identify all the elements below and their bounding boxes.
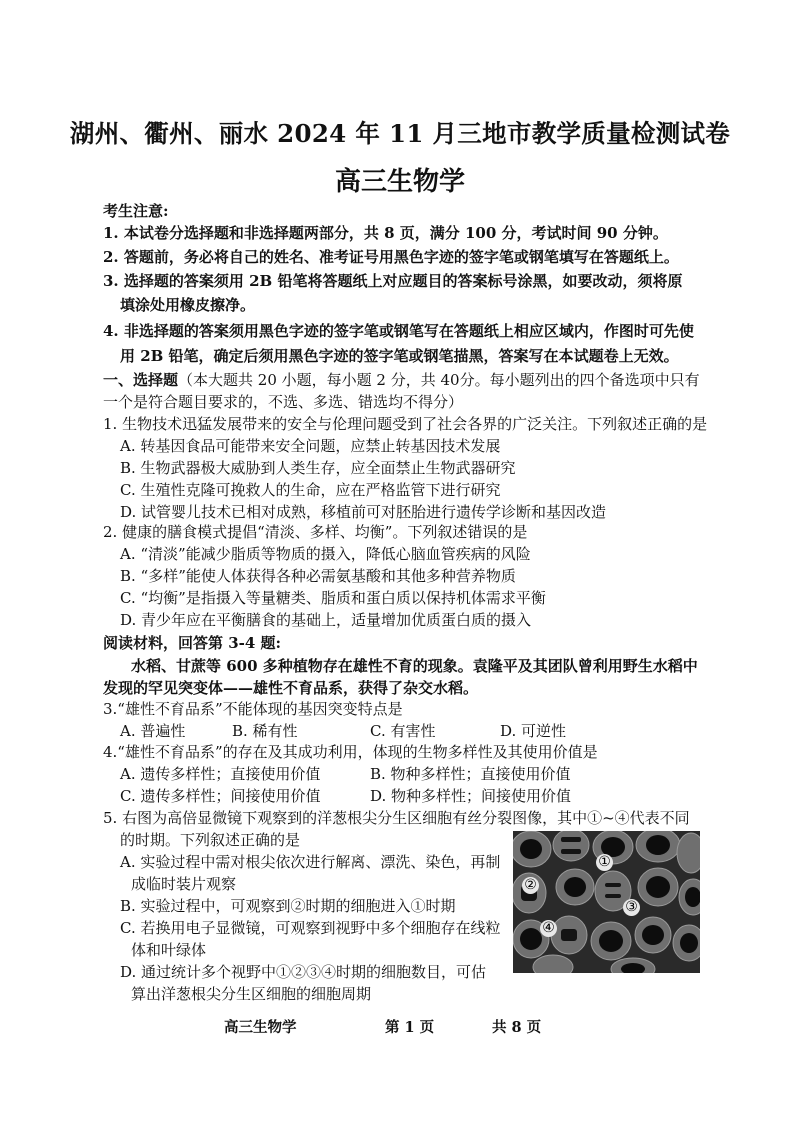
section-desc-2: 一个是符合题目要求的，不选、多选、错选均不得分） xyxy=(103,393,464,411)
q3-option-d: D. 可逆性 xyxy=(500,722,567,740)
q1-option-a: A. 转基因食品可能带来安全问题，应禁止转基因技术发展 xyxy=(120,437,501,455)
subject-title: 高三生物学 xyxy=(334,167,465,197)
q4-stem: 4.“雄性不育品系”的存在及其成功利用，体现的生物多样性及其使用价值是 xyxy=(103,743,598,761)
q3-option-c: C. 有害性 xyxy=(370,722,436,740)
q3-stem: 3.“雄性不育品系”不能体现的基因突变特点是 xyxy=(103,700,403,718)
q5-option-d: D. 通过统计多个视野中①②③④时期的细胞数目，可估 xyxy=(120,963,487,981)
reading-paragraph-1: 水稻、甘蔗等 600 多种植物存在雄性不育的现象。袁隆平及其团队曾利用野生水稻中 xyxy=(131,657,698,675)
mitosis-cells-image xyxy=(513,831,700,973)
figure-label-3: ③ xyxy=(623,899,640,916)
notice-item-4-cont: 用 2B 铅笔，确定后须用黑色字迹的签字笔或钢笔描黑，答案写在本试题卷上无效。 xyxy=(120,347,679,365)
q1-option-d: D. 试管婴儿技术已相对成熟，移植前可对胚胎进行遗传学诊断和基因改造 xyxy=(120,503,607,521)
footer-subject: 高三生物学 xyxy=(224,1019,297,1036)
notice-item-2: 2. 答题前，务必将自己的姓名、准考证号用黑色字迹的签字笔或钢笔填写在答题纸上。 xyxy=(103,248,679,266)
q5-option-d-cont: 算出洋葱根尖分生区细胞的细胞周期 xyxy=(131,985,372,1003)
q5-option-b: B. 实验过程中，可观察到②时期的细胞进入①时期 xyxy=(120,897,456,915)
exam-title: 湖州、衢州、丽水 2024 年 11 月三地市教学质量检测试卷 xyxy=(69,119,731,148)
q1-option-b: B. 生物武器极大威胁到人类生存，应全面禁止生物武器研究 xyxy=(120,459,516,477)
q4-option-b: B. 物种多样性；直接使用价值 xyxy=(370,765,571,783)
q2-option-d: D. 青少年应在平衡膳食的基础上，适量增加优质蛋白质的摄入 xyxy=(120,611,532,629)
q1-option-c: C. 生殖性克隆可挽救人的生命，应在严格监管下进行研究 xyxy=(120,481,501,499)
reading-paragraph-2: 发现的罕见突变体——雄性不育品系，获得了杂交水稻。 xyxy=(103,679,479,697)
notice-item-3-cont: 填涂处用橡皮擦净。 xyxy=(120,296,256,314)
q5-option-c: C. 若换用电子显微镜，可观察到视野中多个细胞存在线粒 xyxy=(120,919,501,937)
notice-item-1: 1. 本试卷分选择题和非选择题两部分，共 8 页，满分 100 分，考试时间 90 分钟。 xyxy=(103,224,668,242)
q4-option-a: A. 遗传多样性；直接使用价值 xyxy=(120,765,321,783)
q5-option-c-cont: 体和叶绿体 xyxy=(131,941,207,959)
q3-option-a: A. 普遍性 xyxy=(120,722,186,740)
microscope-figure xyxy=(513,831,700,973)
q2-stem: 2. 健康的膳食模式提倡“清淡、多样、均衡”。下列叙述错误的是 xyxy=(103,523,528,541)
q5-stem-2: 的时期。下列叙述正确的是 xyxy=(120,831,301,849)
q4-option-d: D. 物种多样性；间接使用价值 xyxy=(370,787,572,805)
q3-option-b: B. 稀有性 xyxy=(232,722,298,740)
section-desc-1: （本大题共 20 小题，每小题 2 分，共 40分。每小题列出的四个备选项中只有 xyxy=(178,371,700,389)
figure-label-1: ① xyxy=(596,854,613,871)
figure-label-2: ② xyxy=(522,877,539,894)
q2-option-b: B. “多样”能使人体获得各种必需氨基酸和其他多种营养物质 xyxy=(120,567,516,585)
reading-intro: 阅读材料，回答第 3-4 题: xyxy=(103,634,282,652)
q2-option-c: C. “均衡”是指摄入等量糖类、脂质和蛋白质以保持机体需求平衡 xyxy=(120,589,546,607)
footer-page-number: 第 1 页 xyxy=(385,1019,435,1036)
notice-heading: 考生注意: xyxy=(103,202,169,220)
figure-label-4: ④ xyxy=(540,920,557,937)
q5-option-a-cont: 成临时装片观察 xyxy=(131,875,237,893)
q5-stem-1: 5. 右图为高倍显微镜下观察到的洋葱根尖分生区细胞有丝分裂图像，其中①~④代表不同 xyxy=(103,809,690,827)
q1-stem: 1. 生物技术迅猛发展带来的安全与伦理问题受到了社会各界的广泛关注。下列叙述正确的是 xyxy=(103,415,708,433)
notice-item-3: 3. 选择题的答案须用 2B 铅笔将答题纸上对应题目的答案标号涂黑，如要改动，须将原 xyxy=(103,272,683,290)
q5-option-a: A. 实验过程中需对根尖依次进行解离、漂洗、染色，再制 xyxy=(120,853,501,871)
section-heading: 一、选择题 xyxy=(103,371,179,389)
q4-option-c: C. 遗传多样性；间接使用价值 xyxy=(120,787,321,805)
notice-item-4: 4. 非选择题的答案须用黑色字迹的签字笔或钢笔写在答题纸上相应区域内，作图时可先使 xyxy=(103,322,694,340)
footer-total-pages: 共 8 页 xyxy=(492,1019,542,1036)
section-heading-line xyxy=(103,370,700,390)
q2-option-a: A. “清淡”能减少脂质等物质的摄入，降低心脑血管疾病的风险 xyxy=(120,545,531,563)
